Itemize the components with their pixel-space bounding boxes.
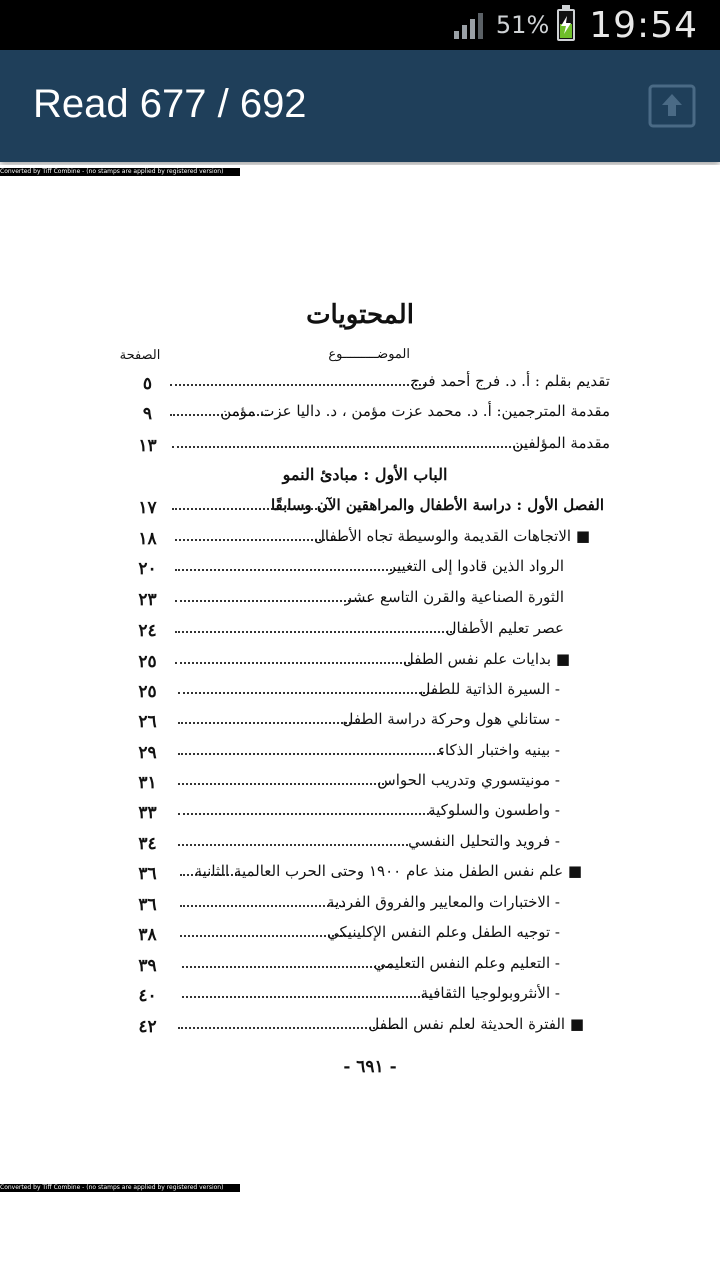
toc-entry[interactable]: ٣٤ - فرويد والتحليل النفسي	[138, 832, 560, 854]
converter-stamp: Converted by Tiff Combine - (no stamps are applied by registered version)	[0, 168, 240, 176]
toc-entry[interactable]: ٢٠ الرواد الذين قادوا إلى التغيير	[138, 557, 564, 579]
toc-entry[interactable]: ١٣ مقدمة المؤلفين	[138, 434, 610, 456]
toc-entry[interactable]: ٤٠ - الأنثروبولوجيا الثقافية	[138, 984, 560, 1006]
column-header-topic: الموضـــــــــوع	[328, 347, 410, 362]
clock: 19:54	[589, 4, 698, 46]
toc-title: المحتويات	[306, 300, 414, 330]
app-bar	[0, 50, 720, 162]
toc-entry[interactable]: ٣١ - مونيتسوري وتدريب الحواس	[138, 771, 560, 793]
toc-entry[interactable]: ٢٣ الثورة الصناعية والقرن التاسع عشر	[138, 588, 564, 610]
share-icon	[648, 84, 696, 128]
share-button[interactable]	[648, 84, 696, 128]
page-title: Read 677 / 692	[33, 82, 307, 126]
toc-entry[interactable]: ٣٦ ■ علم نفس الطفل منذ عام ١٩٠٠ وحتى الحرب العالمية الثانية	[138, 862, 582, 884]
part-heading: الباب الأول : مبادئ النمو	[282, 465, 448, 484]
toc-entry[interactable]: ٢٩ - بينيه واختبار الذكاء	[138, 741, 560, 763]
signal-icon	[454, 11, 488, 39]
toc-entry-chapter[interactable]: ١٧ الفصل الأول : دراسة الأطفال والمراهقين الآن وسابقًا	[138, 496, 604, 518]
toc-entry[interactable]: ٢٤ عصر تعليم الأطفال	[138, 619, 564, 641]
toc-entry[interactable]: ٢٥ - السيرة الذاتية للطفل	[138, 680, 560, 702]
battery-charging-icon	[557, 9, 575, 41]
converter-stamp: Converted by Tiff Combine - (no stamps are applied by registered version)	[0, 1184, 240, 1192]
toc-entry[interactable]: ٢٥ ■ بدايات علم نفس الطفل	[138, 650, 570, 672]
document-page[interactable]	[0, 165, 720, 1280]
toc-entry[interactable]: ٩ مقدمة المترجمين: أ. د. محمد عزت مؤمن ، د. داليا عزت مؤمن	[142, 402, 610, 424]
page-number: - ٦٩١ -	[343, 1057, 397, 1077]
battery-percent: 51%	[495, 11, 550, 39]
toc-entry[interactable]: ٤٢ ■ الفترة الحديثة لعلم نفس الطفل	[138, 1015, 584, 1037]
toc-entry[interactable]: ٥ تقديم بقلم : أ. د. فرج أحمد فرج	[142, 372, 610, 394]
toc-entry[interactable]: ٣٩ - التعليم وعلم النفس التعليمي	[138, 954, 560, 976]
toc-entry[interactable]: ٢٦ - ستانلي هول وحركة دراسة الطفل	[138, 710, 560, 732]
toc-entry[interactable]: ١٨ ■ الاتجاهات القديمة والوسيطة تجاه الأطفال	[138, 527, 590, 549]
status-bar	[0, 0, 720, 50]
status-indicators	[454, 0, 698, 50]
column-header-page: الصفحة	[119, 348, 161, 363]
toc-entry[interactable]: ٣٣ - واطسون والسلوكية	[138, 801, 560, 823]
toc-entry[interactable]: ٣٦ - الاختبارات والمعايير والفروق الفردية	[138, 893, 560, 915]
toc-entry[interactable]: ٣٨ - توجيه الطفل وعلم النفس الإكلينيكي	[138, 923, 560, 945]
